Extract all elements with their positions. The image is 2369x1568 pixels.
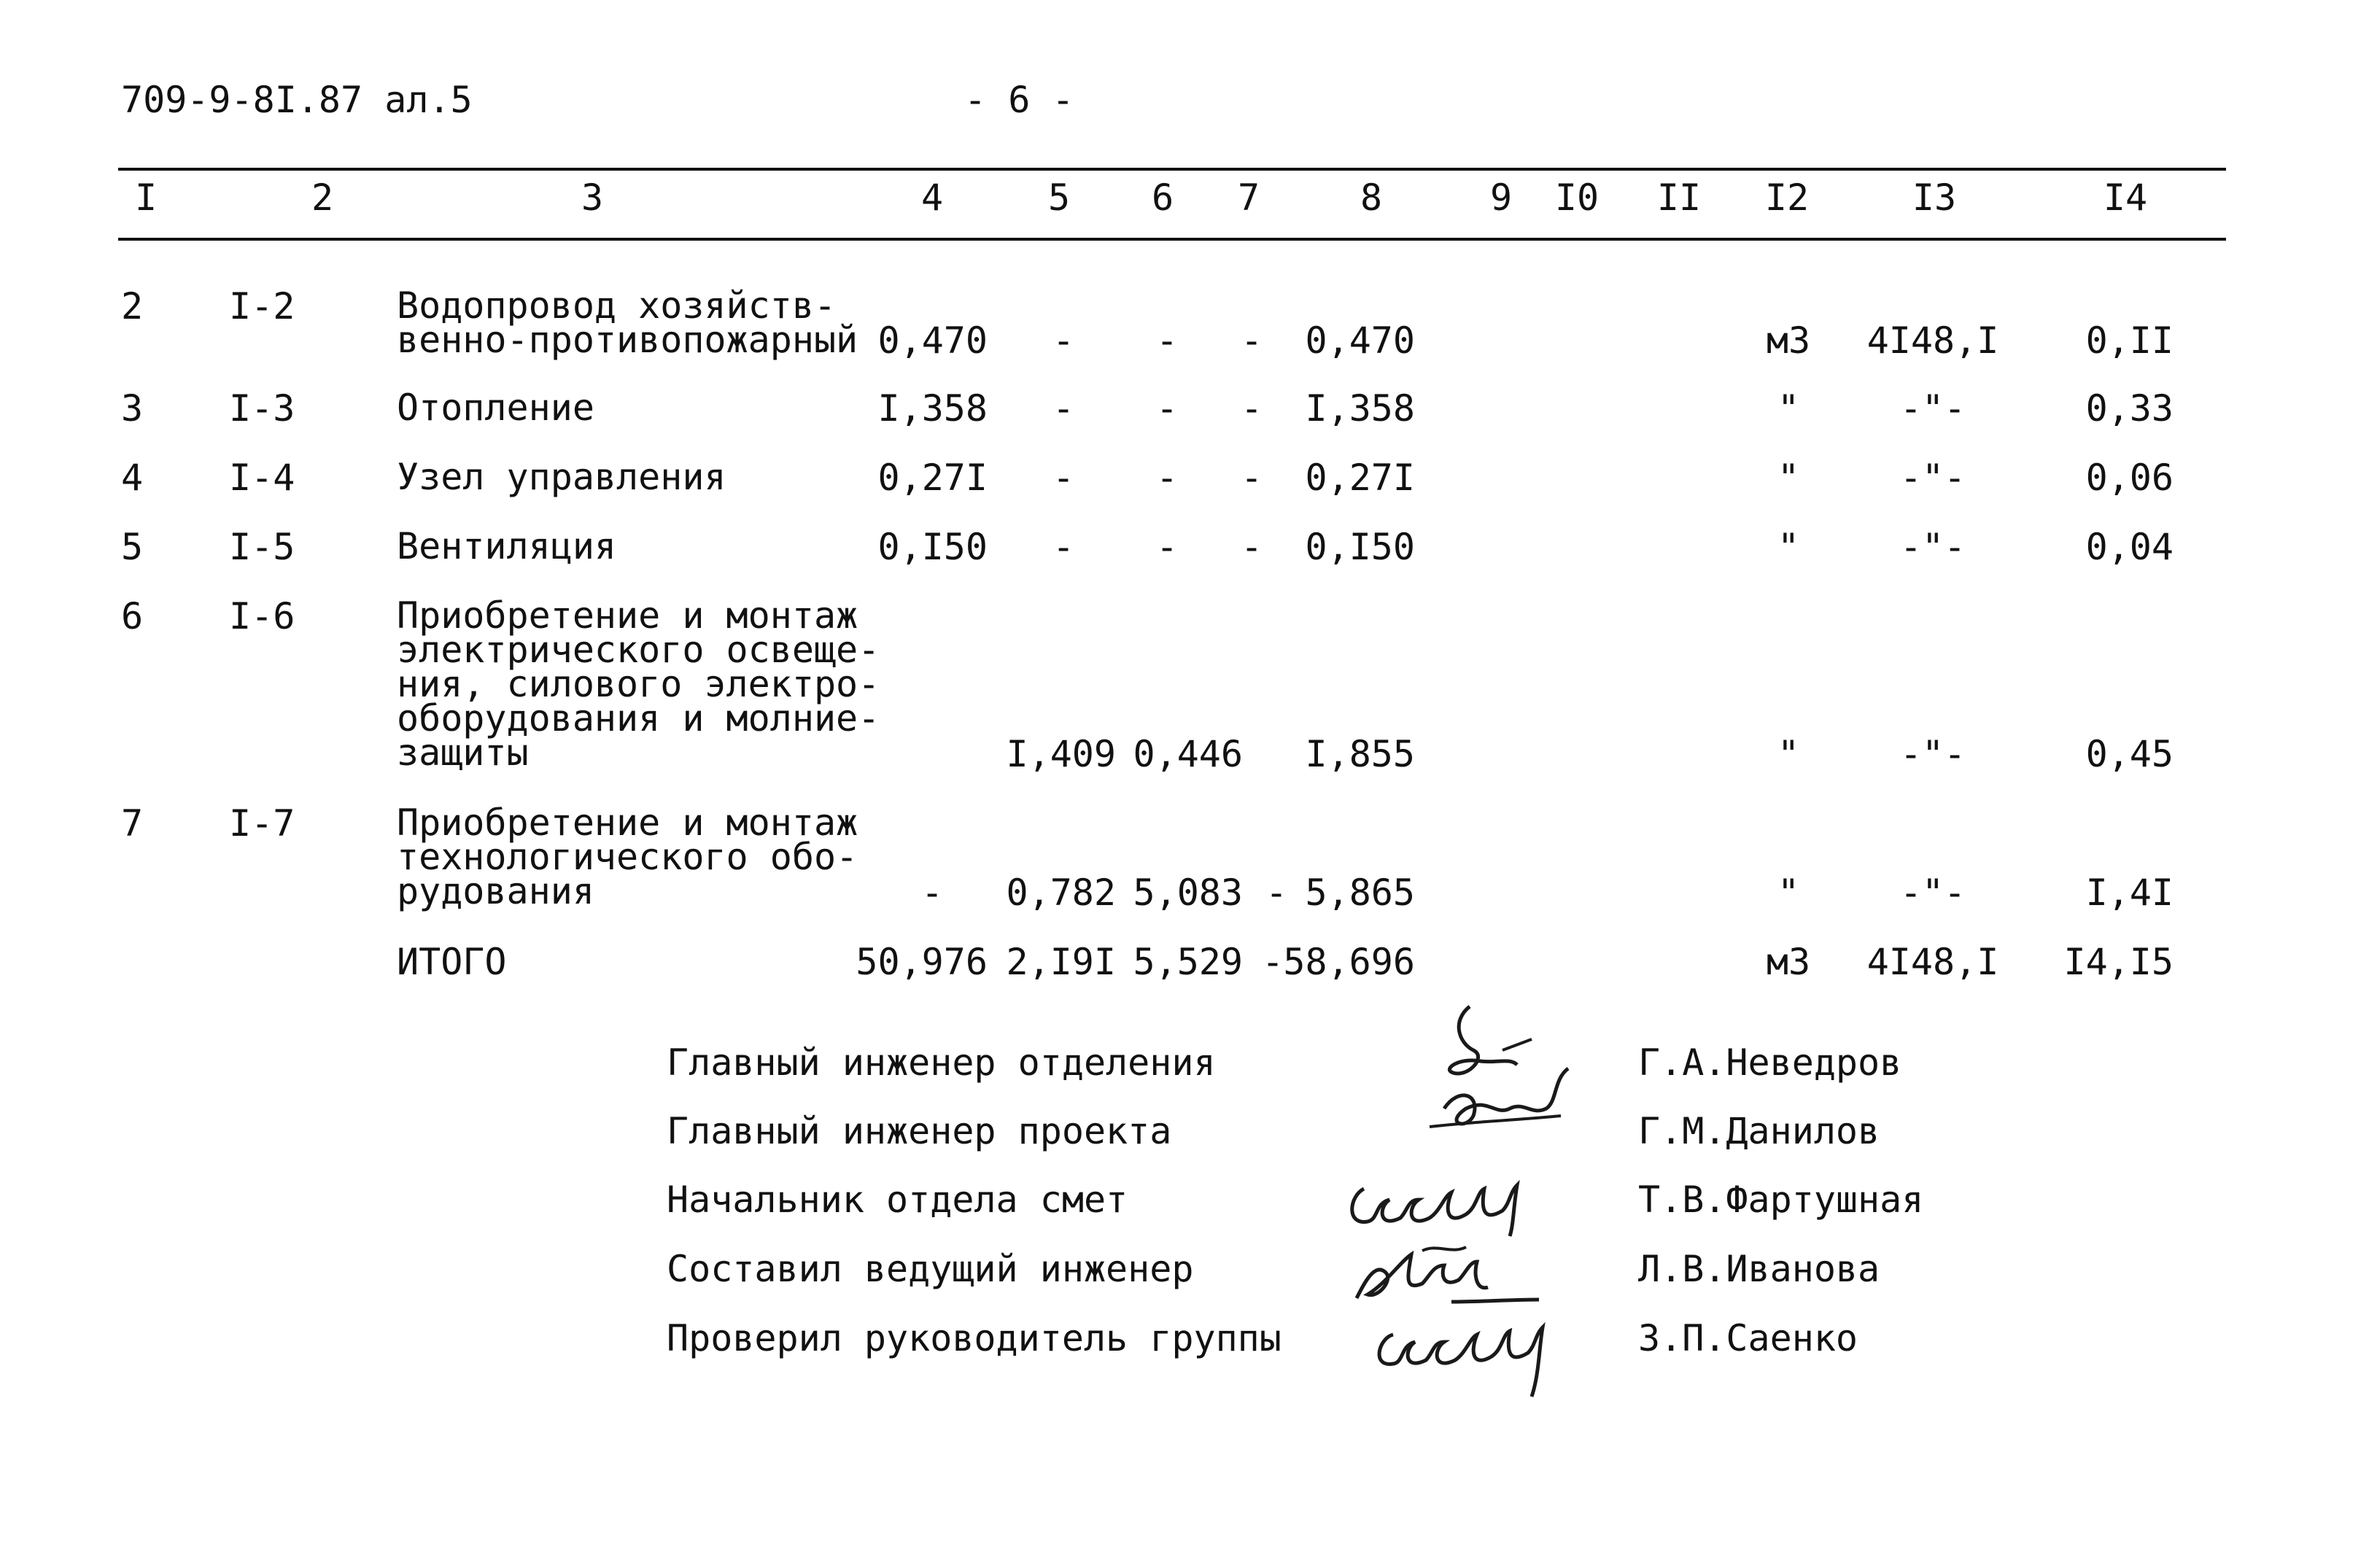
total-col13: 4I48,I (1866, 941, 1999, 983)
signatory-title: Начальник отдела смет (667, 1179, 1128, 1221)
cell-col7: - (1240, 319, 1263, 362)
page-number: - 6 - (964, 79, 1074, 121)
signatory-name: Т.В.Фартушная (1638, 1179, 1924, 1221)
row-number: 4 (121, 457, 144, 499)
row-code: I-3 (229, 387, 295, 430)
cell-col7: - (1240, 387, 1263, 430)
cell-col14: 0,06 (2085, 457, 2174, 499)
cell-col14: 0,33 (2085, 387, 2174, 430)
cell-col6: 5,083 (1133, 872, 1243, 914)
total-col7: - (1262, 941, 1284, 983)
cell-col12: " (1777, 387, 1800, 430)
cell-col5: I,409 (1006, 733, 1116, 775)
column-number: I2 (1764, 176, 1810, 219)
column-number: 9 (1489, 176, 1513, 219)
column-number: 5 (1047, 176, 1071, 219)
cell-col6: - (1155, 457, 1179, 499)
column-number: 3 (581, 176, 604, 219)
column-number: 7 (1237, 176, 1260, 219)
signatory-title: Главный инженер отделения (667, 1041, 1216, 1084)
cell-col13: -"- (1899, 457, 1966, 499)
column-number: II (1656, 176, 1702, 219)
column-number: I3 (1912, 176, 1957, 219)
cell-col4: - (920, 872, 944, 914)
cell-col8: 0,470 (1305, 319, 1415, 362)
total-col4: 50,976 (856, 941, 988, 983)
row-code: I-2 (229, 285, 295, 327)
cell-col6: 0,446 (1133, 733, 1243, 775)
cell-col5: - (1052, 319, 1075, 362)
row-code: I-4 (229, 457, 295, 499)
cell-col8: 0,27I (1305, 457, 1415, 499)
cell-col13: -"- (1899, 872, 1966, 914)
cell-col12: " (1777, 733, 1800, 775)
signatory-name: Г.М.Данилов (1638, 1110, 1880, 1152)
cell-col4: 0,I50 (877, 526, 988, 568)
handwritten-signature (1335, 1167, 1554, 1240)
row-number: 3 (121, 387, 144, 430)
cell-col4: 0,27I (877, 457, 988, 499)
column-number: 4 (920, 176, 944, 219)
signatory-title: Главный инженер проекта (667, 1110, 1172, 1152)
signatory-name: Л.В.Иванова (1638, 1248, 1880, 1290)
signatory-name: З.П.Саенко (1638, 1317, 1858, 1359)
cell-col4: I,358 (877, 387, 988, 430)
column-number: 8 (1360, 176, 1383, 219)
cell-col6: - (1155, 526, 1179, 568)
signatory-title: Проверил руководитель группы (667, 1317, 1282, 1359)
cell-col7: - (1240, 526, 1263, 568)
cell-col8: 5,865 (1305, 872, 1415, 914)
cell-col12: м3 (1766, 319, 1811, 362)
signatory-title: Составил ведущий инженер (667, 1248, 1194, 1290)
cell-col4: 0,470 (877, 319, 988, 362)
row-description: Приобретение и монтаж технологического обо- рудования (397, 802, 858, 912)
cell-col14: I,4I (2085, 872, 2174, 914)
cell-col13: -"- (1899, 387, 1966, 430)
cell-col5: 0,782 (1006, 872, 1116, 914)
row-code: I-5 (229, 526, 295, 568)
cell-col5: - (1052, 526, 1075, 568)
row-description: Водопровод хозяйств- венно-противопожарный (397, 284, 858, 361)
cell-col13: -"- (1899, 733, 1966, 775)
cell-col7: - (1265, 872, 1288, 914)
cell-col14: 0,45 (2085, 733, 2174, 775)
total-col14: I4,I5 (2063, 941, 2174, 983)
cell-col8: I,358 (1305, 387, 1415, 430)
total-col6: 5,529 (1133, 941, 1243, 983)
handwritten-signature (1400, 999, 1619, 1145)
cell-col12: " (1777, 457, 1800, 499)
row-code: I-7 (229, 802, 295, 845)
cell-col6: - (1155, 387, 1179, 430)
row-number: 7 (121, 802, 144, 845)
row-number: 2 (121, 285, 144, 327)
row-number: 5 (121, 526, 144, 568)
total-col5: 2,I9I (1006, 941, 1116, 983)
table-header-rule (118, 238, 2226, 241)
cell-col8: I,855 (1305, 733, 1415, 775)
row-number: 6 (121, 595, 144, 637)
row-description: Отопление (397, 387, 594, 429)
signatory-name: Г.А.Неведров (1638, 1041, 1902, 1084)
table-top-rule (118, 168, 2226, 171)
cell-col5: - (1052, 387, 1075, 430)
cell-col8: 0,I50 (1305, 526, 1415, 568)
cell-col6: - (1155, 319, 1179, 362)
row-description: Приобретение и монтаж электрического освеще- ния, силового электро- оборудования и молние- защиты (397, 594, 880, 774)
handwritten-signature (1357, 1305, 1575, 1400)
row-description: Узел управления (397, 456, 726, 498)
row-description: Вентиляция (397, 525, 617, 567)
cell-col12: " (1777, 872, 1800, 914)
column-number: I0 (1554, 176, 1600, 219)
cell-col14: 0,04 (2085, 526, 2174, 568)
cell-col14: 0,II (2085, 319, 2174, 362)
cell-col5: - (1052, 457, 1075, 499)
cell-col13: 4I48,I (1866, 319, 1999, 362)
column-number: 2 (311, 176, 334, 219)
cell-col7: - (1240, 457, 1263, 499)
document-code: 709-9-8I.87 ал.5 (121, 79, 473, 121)
total-col8: 58,696 (1283, 941, 1415, 983)
column-number: I (134, 176, 158, 219)
column-number: 6 (1151, 176, 1174, 219)
cell-col13: -"- (1899, 526, 1966, 568)
column-number: I4 (2103, 176, 2148, 219)
row-code: I-6 (229, 595, 295, 637)
handwritten-signature (1342, 1233, 1561, 1313)
cell-col12: " (1777, 526, 1800, 568)
total-col12: м3 (1766, 941, 1811, 983)
total-label: ИТОГО (397, 941, 507, 983)
